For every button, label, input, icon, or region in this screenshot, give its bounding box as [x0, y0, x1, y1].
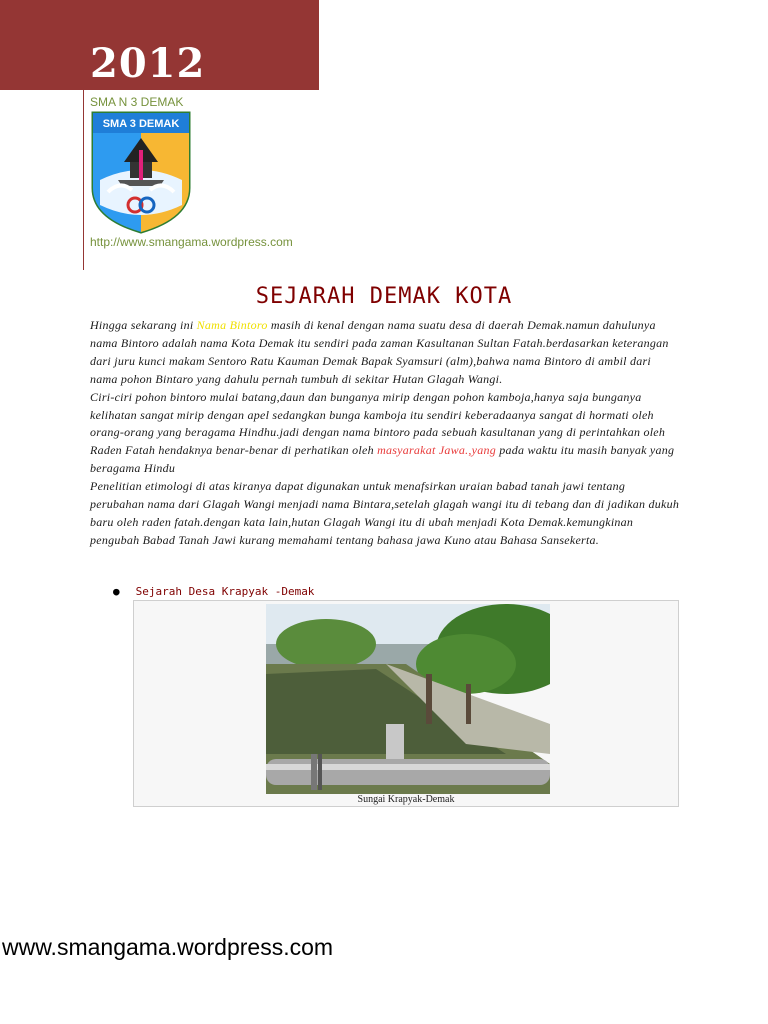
photo-figure	[133, 600, 679, 807]
article-title: SEJARAH DEMAK KOTA	[255, 284, 513, 309]
paragraph-2	[90, 389, 680, 479]
paragraph-1	[90, 317, 680, 389]
header-divider-line	[83, 0, 84, 270]
header-url[interactable]: http://www.smangama.wordpress.com	[90, 235, 293, 249]
logo-label: SMA 3 DEMAK	[102, 118, 180, 130]
bullet-item	[113, 585, 314, 598]
paragraph-2-text-b: pada waktu itu masih banyak yang beragama Hindu	[90, 443, 675, 476]
highlight-nama-bintoro: Nama Bintoro	[196, 318, 268, 332]
article-body	[90, 317, 680, 550]
paragraph-1-text-b: masih di kenal dengan nama suatu desa di daerah Demak.namun dahulunya nama Bintoro adalah nama Kota Demak itu sendiri pada zaman Kasultanan Sultan Fatah.berdasarkan keterangan dari juru kunci makam Sentoro Ratu Kauman Demak Bapak Syamsuri (alm),bahwa nama Bintoro di ambil dari nama pohon Bintaro yang dahulu pernah tumbuh di sekitar Hutan Glagah Wangi.	[90, 318, 669, 386]
paragraph-3: Penelitian etimologi di atas kiranya dapat digunakan untuk menafsirkan uraian babad tanah jawi tentang perubahan nama dari Glagah Wangi menjadi nama Bintara,setelah glagah wangi itu di tebang dan di jadikan dukuh baru oleh raden fatah.dengan kata lain,hutan Glagah Wangi itu di ubah menjadi Kota Demak.kemungkinan pengubah Babad Tanah Jawi kurang memahami tentang bahasa jawa Kuno atau Bahasa Sansekerta.	[90, 479, 680, 547]
footer-url[interactable]: www.smangama.wordpress.com	[2, 934, 334, 960]
school-name: SMA N 3 DEMAK	[90, 95, 184, 109]
river-photo	[266, 604, 550, 794]
bullet-text: Sejarah Desa Krapyak -Demak	[135, 585, 315, 598]
highlight-masyarakat-jawa: masyarakat Jawa.,yang	[377, 443, 496, 458]
paragraph-2-text-a: Ciri-ciri pohon bintoro mulai batang,daun dan bunganya mirip dengan pohon kamboja,hanya saja bunganya kelihatan sangat mirip dengan apel sedangkan bunga kamboja itu sendiri keberadaanya sangat di hormati oleh orang-orang yang beragama Hindhu.jadi dengan nama bintoro pada sebuah kasultanan yang di perintahkan oleh Raden Fatah hendaknya benar-benar di perhatikan oleh	[90, 389, 666, 458]
paragraph-1-text-a: Hingga sekarang ini	[90, 318, 197, 332]
photo-caption: Sungai Krapyak-Demak	[357, 794, 455, 805]
bullet-dot-icon: ●	[113, 585, 120, 598]
year-heading: 2012	[90, 40, 206, 87]
school-logo	[90, 110, 192, 235]
